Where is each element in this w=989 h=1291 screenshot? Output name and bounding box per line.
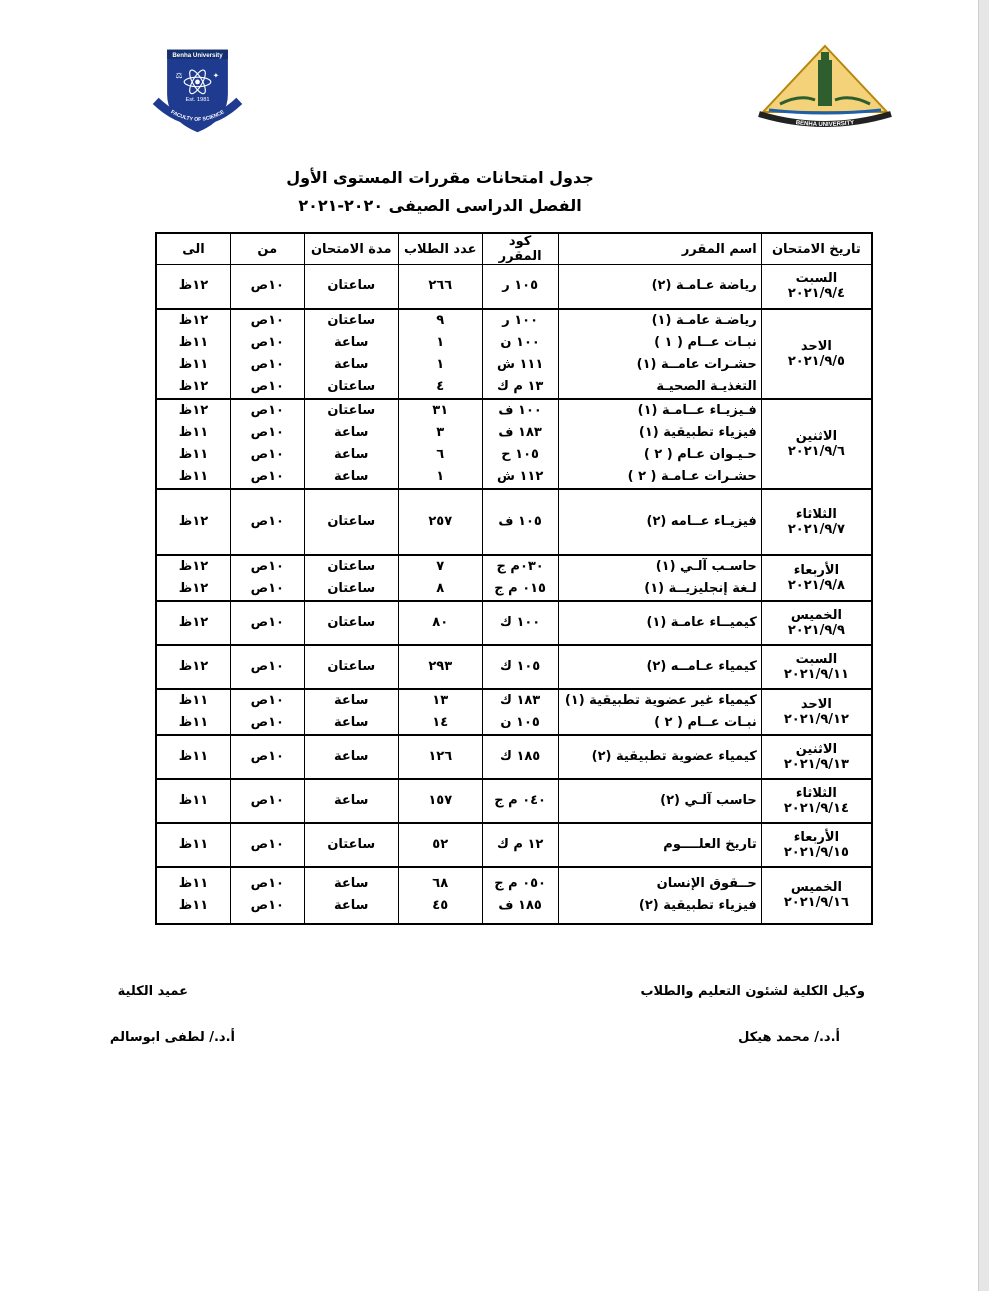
end-time-cell (156, 601, 230, 645)
course-name: حاسب آلـي (٢) (660, 792, 757, 808)
end-time-cell (156, 823, 230, 867)
exam-duration-cell (304, 555, 398, 601)
exam-duration: ساعتان (327, 658, 376, 674)
header-to: الى (156, 233, 230, 265)
exam-duration: ساعتان (327, 278, 376, 294)
exam-duration-cell (304, 645, 398, 689)
header-duration: مدة الامتحان (304, 233, 398, 265)
course-name-cell (558, 489, 761, 555)
end-time: ١٢ظ (178, 558, 209, 574)
table-header-row (156, 233, 872, 265)
exam-date-cell (761, 645, 872, 689)
student-count: ١ (436, 334, 445, 350)
end-time: ١٢ظ (178, 614, 209, 630)
exam-duration-cell (304, 601, 398, 645)
end-time: ١١ظ (178, 748, 209, 764)
course-name: حشـرات عـامـة ( ٢ ) (627, 468, 757, 484)
exam-duration: ساعة (334, 714, 369, 730)
course-code: ٠٣٠م ج (496, 558, 544, 574)
start-time-cell (230, 823, 304, 867)
course-name: فـيزيـاء عــامـة (١) (637, 402, 757, 418)
start-time: ١٠ص (250, 334, 284, 350)
end-time: ١٢ظ (178, 278, 209, 294)
student-count: ٢٥٧ (428, 513, 453, 529)
page-title: جدول امتحانات مقررات المستوى الأول (286, 168, 594, 187)
student-count-cell (398, 555, 482, 601)
end-time-cell (156, 555, 230, 601)
start-time: ١٠ص (250, 356, 284, 372)
start-time: ١٠ص (250, 792, 284, 808)
exam-duration: ساعة (334, 692, 369, 708)
course-code: ٠٥٠ م ج (494, 876, 546, 891)
start-time: ١٠ص (250, 278, 284, 294)
exam-day: الخميس (790, 607, 842, 623)
student-count-cell (398, 779, 482, 823)
end-time: ١٢ظ (178, 580, 209, 596)
exam-date: ٢٠٢١/٩/٤ (787, 286, 845, 302)
course-name: كيمياء عضوية تطبيقية (٢) (591, 748, 757, 764)
exam-day: الثلاثاء (795, 506, 837, 522)
course-name: تاريخ العلــــوم (663, 836, 757, 852)
header-from: من (230, 233, 304, 265)
exam-date-cell (761, 309, 872, 399)
exam-duration: ساعتان (327, 614, 376, 630)
start-time: ١٠ص (250, 378, 284, 394)
student-count-cell (398, 645, 482, 689)
svg-text:⚖: ⚖ (175, 71, 183, 81)
course-code: ١٨٥ ك (499, 748, 541, 764)
start-time: ١٠ص (250, 446, 284, 462)
exam-date: ٢٠٢١/٩/١٦ (783, 895, 849, 910)
exam-duration-cell (304, 779, 398, 823)
course-code-cell (482, 689, 558, 735)
course-code: ١١٢ ش (496, 468, 544, 484)
vice-dean-name: أ.د./ محمد هيكل (738, 1030, 840, 1045)
start-time-cell (230, 735, 304, 779)
course-name-cell (558, 601, 761, 645)
start-time: ١٠ص (250, 424, 284, 440)
exam-date-cell (761, 823, 872, 867)
exam-duration: ساعتان (327, 378, 376, 394)
course-name: كيمياء عـامــه (٢) (646, 658, 757, 674)
exam-date: ٢٠٢١/٩/١٥ (783, 844, 849, 860)
start-time: ١٠ص (250, 614, 284, 630)
dean-name: أ.د./ لطفى ابوسالم (109, 1030, 235, 1045)
exam-day: الخميس (790, 880, 842, 895)
course-name-cell (558, 399, 761, 489)
exam-date-cell (761, 489, 872, 555)
end-time-cell (156, 645, 230, 689)
course-code-cell (482, 779, 558, 823)
course-code: ١٠٥ ن (500, 714, 540, 730)
exam-date: ٢٠٢١/٩/١٢ (783, 711, 849, 727)
course-code: ٠٤٠ م ج (494, 792, 546, 808)
student-count-cell (398, 601, 482, 645)
course-code: ١٠٥ ف (498, 513, 542, 529)
exam-date: ٢٠٢١/٩/١٣ (783, 756, 849, 772)
student-count: ٥٢ (432, 836, 449, 852)
end-time: ١١ظ (178, 792, 209, 808)
exam-schedule-table (155, 232, 873, 925)
exam-duration-cell (304, 823, 398, 867)
exam-duration: ساعتان (327, 402, 376, 418)
course-name: كيمياء غير عضوية تطبيقية (١) (564, 692, 757, 708)
exam-duration: ساعتان (327, 836, 376, 852)
end-time-cell (156, 779, 230, 823)
exam-date-cell (761, 399, 872, 489)
course-name: نبـات عــام ( ٢ ) (654, 714, 757, 730)
student-count: ٣ (436, 424, 445, 440)
exam-duration: ساعة (334, 424, 369, 440)
course-name: حــقوق الإنسان (656, 876, 757, 891)
course-name-cell (558, 689, 761, 735)
exam-duration: ساعتان (327, 580, 376, 596)
exam-duration: ساعة (334, 446, 369, 462)
dean-title: عميد الكلية (117, 984, 188, 999)
course-code: ١١١ ش (496, 356, 544, 372)
course-code: ١٠٠ ن (500, 334, 540, 350)
logo-bottom-text: FACULTY OF SCIENCE (169, 109, 226, 123)
exam-day: الاثنين (795, 428, 838, 444)
exam-duration: ساعة (334, 334, 369, 350)
end-time: ١١ظ (178, 424, 209, 440)
end-time: ١٢ظ (178, 513, 209, 529)
svg-text:✦: ✦ (212, 71, 220, 81)
end-time: ١١ظ (178, 692, 209, 708)
exam-date: ٢٠٢١/٩/٨ (787, 577, 845, 593)
course-code: ١٣ م ك (496, 378, 544, 394)
end-time: ١١ظ (178, 836, 209, 852)
start-time: ١٠ص (250, 513, 284, 529)
schedule-row (156, 265, 872, 309)
course-code-cell (482, 555, 558, 601)
course-code-cell (482, 489, 558, 555)
end-time: ١١ظ (178, 446, 209, 462)
course-code-cell (482, 399, 558, 489)
student-count: ١٢٦ (428, 748, 453, 764)
start-time-cell (230, 489, 304, 555)
start-time: ١٠ص (250, 402, 284, 418)
course-name-cell (558, 735, 761, 779)
course-code: ١٠٥ ر (502, 278, 539, 294)
exam-day: الاحد (800, 338, 832, 354)
exam-duration: ساعة (334, 468, 369, 484)
exam-date: ٢٠٢١/٩/٩ (787, 622, 845, 638)
course-code: ١٠٥ ح (501, 446, 539, 462)
exam-duration: ساعتان (327, 312, 376, 328)
schedule-row (156, 555, 872, 601)
student-count-cell (398, 399, 482, 489)
header-course-name: اسم المقرر (558, 233, 761, 265)
logo-est-text: Est. 1981 (185, 96, 210, 103)
exam-date-cell (761, 265, 872, 309)
start-time-cell (230, 265, 304, 309)
exam-duration: ساعة (334, 898, 369, 913)
page-subtitle: الفصل الدراسى الصيفى ٢٠٢٠-٢٠٢١ (298, 196, 582, 215)
student-count: ١٣ (432, 692, 449, 708)
student-count: ٩ (436, 312, 445, 328)
student-count: ٤ (436, 378, 445, 394)
end-time: ١١ظ (178, 898, 209, 913)
course-code-cell (482, 645, 558, 689)
logo-top-text: Benha University (172, 52, 223, 60)
course-name: رياضـة عامـة (١) (651, 312, 757, 328)
exam-duration-cell (304, 489, 398, 555)
student-count: ٨٠ (432, 614, 449, 630)
right-logo-text: BENHA UNIVERSITY (795, 119, 855, 129)
end-time: ١٢ظ (178, 378, 209, 394)
student-count-cell (398, 735, 482, 779)
end-time-cell (156, 735, 230, 779)
exam-date-cell (761, 689, 872, 735)
exam-day: الأربعاء (793, 562, 840, 578)
exam-day: الاحد (800, 696, 832, 712)
start-time: ١٠ص (250, 580, 284, 596)
vice-dean-title: وكيل الكلية لشئون التعليم والطلاب (640, 984, 865, 999)
course-code: ١٠٠ ك (499, 614, 541, 630)
course-code-cell (482, 309, 558, 399)
student-count: ٧ (436, 558, 445, 574)
exam-date: ٢٠٢١/٩/١٤ (783, 800, 849, 816)
exam-date-cell (761, 555, 872, 601)
exam-date-cell (761, 601, 872, 645)
header-date: تاريخ الامتحان (761, 233, 872, 265)
start-time: ١٠ص (250, 898, 284, 913)
end-time-cell (156, 689, 230, 735)
course-code: ١٠٥ ك (499, 658, 541, 674)
start-time-cell (230, 689, 304, 735)
student-count-cell (398, 489, 482, 555)
start-time: ١٠ص (250, 468, 284, 484)
end-time: ١١ظ (178, 334, 209, 350)
exam-date: ٢٠٢١/٩/٥ (787, 353, 845, 369)
exam-day: الاثنين (795, 741, 838, 757)
schedule-row (156, 645, 872, 689)
course-code: ١٢ م ك (496, 836, 544, 852)
start-time: ١٠ص (250, 876, 284, 891)
student-count: ١٤ (432, 714, 449, 730)
exam-duration-cell (304, 309, 398, 399)
student-count: ١٥٧ (428, 792, 453, 808)
course-code: ١٨٣ ف (498, 424, 542, 440)
exam-duration: ساعتان (327, 558, 376, 574)
exam-day: السبت (795, 271, 838, 287)
course-name: لـغة إنجليزيــة (١) (644, 580, 757, 596)
start-time-cell (230, 309, 304, 399)
header-students: عدد الطلاب (398, 233, 482, 265)
exam-duration-cell (304, 399, 398, 489)
start-time-cell (230, 779, 304, 823)
exam-date-cell (761, 867, 872, 924)
end-time: ١٢ظ (178, 658, 209, 674)
student-count: ٦ (436, 446, 445, 462)
faculty-of-science-logo (150, 42, 245, 137)
course-name-cell (558, 823, 761, 867)
student-count: ٨ (436, 580, 445, 596)
course-code-cell (482, 601, 558, 645)
course-code-cell (482, 867, 558, 924)
exam-date: ٢٠٢١/٩/٦ (787, 443, 845, 459)
start-time: ١٠ص (250, 658, 284, 674)
student-count: ٢٩٣ (428, 658, 453, 674)
exam-day: الأربعاء (793, 829, 840, 845)
start-time: ١٠ص (250, 714, 284, 730)
course-name: كيميــاء عامـة (١) (646, 614, 757, 630)
exam-date: ٢٠٢١/٩/٧ (787, 521, 845, 537)
course-name: حـيـوان عـام ( ٢ ) (643, 446, 757, 462)
course-name-cell (558, 779, 761, 823)
student-count: ٤٥ (432, 898, 449, 913)
course-name: حاسـب آلـي (١) (655, 558, 757, 574)
start-time-cell (230, 555, 304, 601)
exam-duration-cell (304, 735, 398, 779)
start-time-cell (230, 867, 304, 924)
end-time: ١٢ظ (178, 402, 209, 418)
exam-duration: ساعة (334, 792, 369, 808)
schedule-row (156, 823, 872, 867)
exam-duration: ساعتان (327, 513, 376, 529)
course-code-cell (482, 823, 558, 867)
start-time: ١٠ص (250, 748, 284, 764)
schedule-row (156, 601, 872, 645)
end-time: ١١ظ (178, 356, 209, 372)
start-time: ١٠ص (250, 312, 284, 328)
course-name: التغذيـة الصحيـة (656, 378, 757, 394)
schedule-row (156, 489, 872, 555)
course-name-cell (558, 555, 761, 601)
exam-date: ٢٠٢١/٩/١١ (783, 666, 849, 682)
course-name: نبـات عــام ( ١ ) (654, 334, 757, 350)
student-count: ٦٨ (432, 876, 449, 891)
student-count-cell (398, 823, 482, 867)
start-time: ١٠ص (250, 558, 284, 574)
student-count: ١ (436, 468, 445, 484)
end-time: ١١ظ (178, 876, 209, 891)
header-course-code: كود المقرر (482, 233, 558, 265)
student-count-cell (398, 689, 482, 735)
schedule-row (156, 399, 872, 489)
student-count: ٣١ (432, 402, 449, 418)
start-time-cell (230, 645, 304, 689)
course-name: رياضة عـامـة (٢) (651, 278, 757, 294)
exam-duration: ساعة (334, 876, 369, 891)
end-time: ١١ظ (178, 714, 209, 730)
schedule-row (156, 735, 872, 779)
course-name: حشـرات عامــة (١) (636, 356, 757, 372)
course-code: ١٠٠ ف (498, 402, 542, 418)
course-name-cell (558, 867, 761, 924)
end-time: ١٢ظ (178, 312, 209, 328)
exam-date-cell (761, 779, 872, 823)
end-time-cell (156, 309, 230, 399)
exam-date-cell (761, 735, 872, 779)
exam-day: الثلاثاء (795, 785, 837, 801)
course-code: ١٨٣ ك (499, 692, 541, 708)
end-time-cell (156, 265, 230, 309)
end-time-cell (156, 399, 230, 489)
course-name: فيزياء تطبيقية (١) (638, 424, 757, 440)
schedule-row (156, 779, 872, 823)
end-time-cell (156, 867, 230, 924)
schedule-row (156, 867, 872, 924)
start-time: ١٠ص (250, 692, 284, 708)
schedule-row (156, 689, 872, 735)
course-name-cell (558, 645, 761, 689)
exam-duration-cell (304, 867, 398, 924)
course-name-cell (558, 309, 761, 399)
start-time-cell (230, 399, 304, 489)
start-time-cell (230, 601, 304, 645)
course-code: ١٠٠ ر (502, 312, 539, 328)
course-code-cell (482, 265, 558, 309)
benha-university-logo (755, 42, 895, 132)
student-count: ١ (436, 356, 445, 372)
exam-duration: ساعة (334, 748, 369, 764)
end-time-cell (156, 489, 230, 555)
exam-duration-cell (304, 265, 398, 309)
course-name-cell (558, 265, 761, 309)
student-count-cell (398, 265, 482, 309)
exam-duration-cell (304, 689, 398, 735)
exam-day: السبت (795, 651, 838, 667)
course-code: ٠١٥ م ج (494, 580, 546, 596)
student-count-cell (398, 309, 482, 399)
start-time: ١٠ص (250, 836, 284, 852)
student-count: ٢٦٦ (428, 278, 453, 294)
course-code: ١٨٥ ف (498, 898, 542, 913)
course-name: فيزياء تطبيقية (٢) (638, 898, 757, 913)
course-name: فيزيـاء عــامه (٢) (646, 513, 757, 529)
exam-duration: ساعة (334, 356, 369, 372)
student-count-cell (398, 867, 482, 924)
end-time: ١١ظ (178, 468, 209, 484)
schedule-row (156, 309, 872, 399)
course-code-cell (482, 735, 558, 779)
